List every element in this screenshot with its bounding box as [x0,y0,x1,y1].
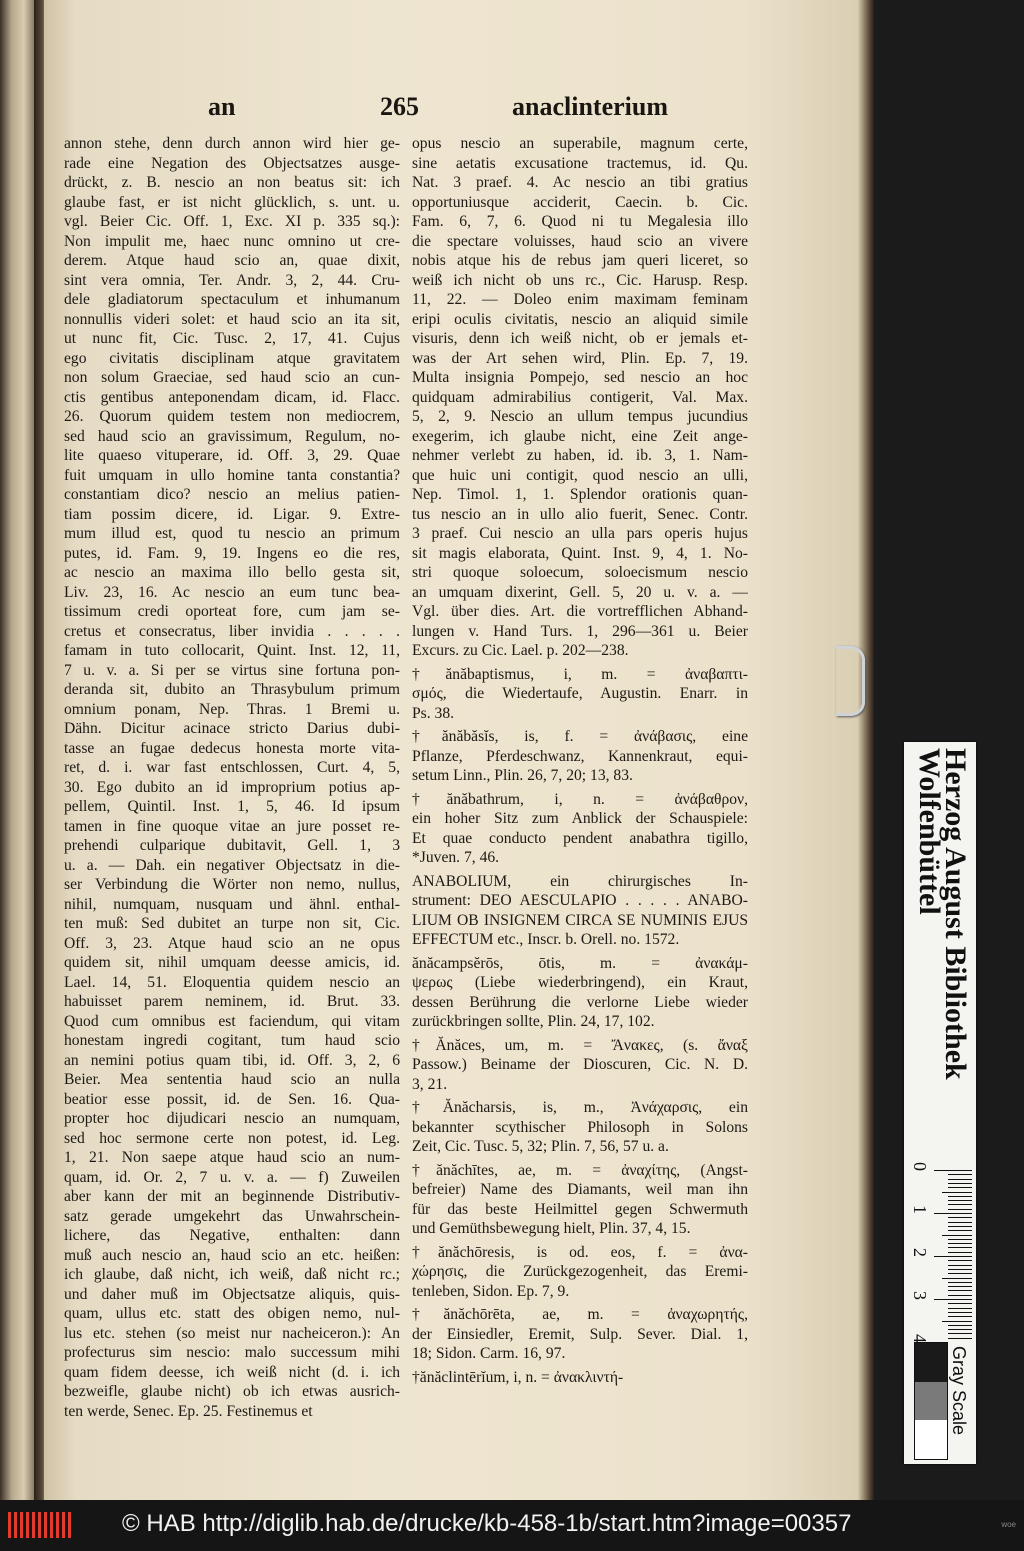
right-page-edge [858,0,874,1500]
text-line: sint vera omnia, Ter. Andr. 3, 2, 44. Cru- [64,271,400,289]
scale-tick [948,1325,972,1326]
text-line: 5, 2, 9. Nescio an ullum tempus jucundius [412,408,748,425]
text-line: tiam possim dicere, id. Ligar. 9. Extre- [64,505,400,523]
text-line: non solum Graeciae, sed haud scio an cun- [64,369,400,386]
library-name-line1: Herzog August Bibliothek [939,748,972,1080]
left-page-edge [0,0,34,1500]
text-line: ret, d. i. war fast entschlossen, Curt. 4, 5, [64,759,400,776]
scale-tick [948,1295,972,1296]
text-line: ANABOLIUM, ein chirurgisches In- [412,872,748,890]
text-line: Non impulit me, haec nunc omnino ut cre- [64,232,400,250]
dictionary-entry [412,1098,748,1157]
text-line: sine aetatis excusatione tractemus, id. Qu. [412,154,748,172]
dictionary-entry [412,1161,748,1239]
text-line: für das beste Heilmittel gegen Schwermuth [412,1200,748,1218]
text-line: tenleben, Sidon. Ep. 7, 9. [412,1282,570,1300]
text-line: omnium ponam, Nep. Thras. 1 Bremi u. [64,700,400,718]
scale-tick [948,1265,972,1266]
page-number: 265 [380,92,419,121]
scale-tick [948,1303,972,1304]
text-line: befreier) Name des Diamants, weil man ihn [412,1181,748,1198]
dictionary-entry [412,1368,748,1388]
text-line: Passow.) Beiname der Dioscuren, Cic. N. D. [412,1056,748,1073]
text-line: lungen v. Hand Turs. 1, 296—361 u. Beier [412,622,748,640]
text-line: 18; Sidon. Carm. 16, 97. [412,1345,566,1362]
text-line: Dähn. Dicitur acinace stricto Darius dubi- [64,720,400,737]
scale-tick [948,1269,972,1270]
dictionary-entry [412,1036,748,1095]
text-line: †Ănăcharsis, is, m., Ἀνάχαρσις, ein [412,1099,748,1116]
text-line: tissimum credi oporteat fore, cum jam se- [64,603,400,620]
copyright-url[interactable]: © HAB http://diglib.hab.de/drucke/kb-458-1b/start.htm?image=00357 [122,1510,852,1537]
text-line: Zeit, Cic. Tusc. 5, 32; Plin. 7, 56, 57 u. a. [412,1138,669,1155]
text-line: ănăcampsĕrōs, ōtis, m. = ἀνακάμ- [412,954,748,972]
text-line: exegerim, ich glaube nicht, eine Zeit ange- [412,427,748,445]
library-name-line2: Wolfenbüttel [913,748,946,915]
text-line: mum illud est, quod tu nescio an primum [64,525,400,542]
text-line: σμός, die Wiedertaufe, Augustin. Enarr. in [412,685,748,702]
text-line: nobis atque his de rebus jam queri liceret, so [412,252,748,269]
text-line: 3, 21. [412,1075,448,1093]
text-line: eripi oculis civitatis, nescio an aliquid simile [412,310,748,328]
text-line: Off. 3, 23. Atque haud scio an ne opus [64,934,400,952]
scale-tick [948,1312,972,1313]
text-line: drückt, z. B. nescio an non beatus sit: ich [64,174,400,191]
scale-tick [948,1217,972,1218]
scale-tick [948,1273,972,1274]
text-line: ich glaube, daß nicht, ich weiß, daß nicht rc.; [64,1266,400,1283]
text-line: Multa insignia Pompejo, sed nescio an hoc [412,369,748,386]
left-column [64,134,400,1421]
text-line: ctis gentibus anteponendam dicam, id. Flacc. [64,388,400,406]
text-line: EFFECTUM etc., Inscr. b. Orell. no. 1572. [412,931,680,948]
scale-tick [942,1278,972,1279]
text-line: sed haud scio an gravissimum, Regulum, no- [64,427,400,445]
dictionary-entry [412,954,748,1032]
text-line: vgl. Beier Cic. Off. 1, Exc. XI p. 335 sq.): [64,213,400,230]
text-line: ψερως (Liebe wiederbringend), ein Kraut, [412,974,748,991]
scale-tick [934,1213,972,1214]
text-line: ut nunc fit, Cic. Tusc. 2, 17, 41. Cujus [64,330,400,347]
text-line: 11, 22. — Doleo enim maximam feminam [412,291,748,308]
scale-tick [948,1282,972,1283]
scale-tick [934,1256,972,1257]
text-line: fuit umquam in ullo homine tanta constantia? [64,466,400,484]
text-line: Ps. 38. [412,704,455,722]
gray-patch [915,1343,947,1382]
text-line: Et quae conducto pendent anabathra tigillo, [412,829,748,847]
scale-tick [948,1316,972,1317]
text-line: Vgl. über dies. Art. die vortrefflichen Abhand- [412,603,748,620]
text-line: nehmer verlebt zu haben, id. ib. 3, 1. Nam- [412,447,748,464]
scale-tick [934,1170,972,1171]
header-left-word: an [208,92,236,121]
text-line: lite quaeso vituperare, id. Off. 3, 29. Quae [64,447,400,464]
scale-tick [948,1226,972,1227]
scale-tick [948,1196,972,1197]
gray-patch [915,1382,947,1421]
scale-number: 4 [910,1334,930,1343]
text-line: bekannter scythischer Philosoph in Solons [412,1118,748,1136]
scale-tick [948,1204,972,1205]
text-line: und daher muß im Objectsatze aliquis, quis- [64,1285,400,1303]
text-line: lichere, das Negative, enthalten: dann [64,1227,400,1244]
text-line: Liv. 23, 16. Ac nescio an eum tunc bea- [64,583,400,601]
page-header [44,92,864,132]
text-line: Nep. Timol. 1, 1. Splendor orationis quan- [412,486,748,503]
scale-tick [948,1183,972,1184]
text-line: u. a. — Dah. ein negativer Objectsatz in die- [64,856,400,874]
text-line: Lael. 14, 51. Eloquentia quidem nescio an [64,973,400,991]
text-line: †ănăclintērĭum, i, n. = ἀνακλιντή- [412,1368,624,1386]
text-line: der Einsiedler, Eremit, Sulp. Sever. Dial. 1, [412,1325,748,1343]
text-line: Beier. Mea sententia haud scio an nulla [64,1071,400,1088]
gray-scale-label: Gray Scale [949,1346,969,1436]
text-line: und Gemüthsbewegung hielt, Plin. 37, 4, 15. [412,1220,691,1237]
dictionary-entry [412,1243,748,1302]
text-line: stri quoque soloecum, soloecismum nescio [412,564,748,581]
text-line: zurückbringen sollte, Plin. 24, 17, 102. [412,1013,655,1030]
text-line: †ănăchōrēta, ae, m. = ἀναχωρητής, [412,1306,748,1323]
scale-tick [948,1260,972,1261]
footer-bar [0,1500,1024,1551]
text-line: Quod cum omnibus est faciendum, qui vitam [64,1012,400,1030]
scale-tick [948,1338,972,1339]
text-line: visuris, denn ich weiß nicht, ob er jemals et- [412,330,748,347]
text-line: †Ănăces, um, m. = Ἄνακες, (s. ἄναξ [412,1036,748,1054]
scale-tick [948,1290,972,1291]
scale-tick [948,1333,972,1334]
text-line: opus nescio an superabile, magnum certe, [412,135,748,152]
hab-logo-icon [8,1512,74,1538]
text-line: 30. Ego dubito an id improprium potius ap- [64,778,400,796]
scale-number: 1 [910,1205,930,1214]
text-line: weiß ich nicht ob uns rc., Cic. Harusp. Resp. [412,271,748,289]
text-line: †ănăchōresis, is od. eos, f. = ἀνα- [412,1243,748,1261]
scale-tick [948,1286,972,1287]
text-line: tus nescio an in ullo alio fuerit, Senec. Contr. [412,505,748,523]
dictionary-entry [412,872,748,950]
text-line: famam in tuto collocarit, Quint. Inst. 12, 11, [64,642,400,659]
scale-tick [948,1174,972,1175]
text-line: *Juven. 7, 46. [412,849,500,866]
footer-small-text: woe [1001,1520,1016,1529]
text-line: ego civitatis disciplinam atque gravitatem [64,349,400,367]
scale-tick [948,1230,972,1231]
text-line: nihil, numquam, nusquam und ähnl. enthal- [64,895,400,913]
text-line: 1, 21. Non saepe atque haud scio an num- [64,1149,400,1166]
scale-number: 0 [910,1162,930,1171]
text-line: bezweifle, glaube nicht) ob ich etwas ausrich- [64,1383,400,1400]
text-line: sit magis elaborata, Quint. Inst. 9, 4, 1. No- [412,544,748,562]
text-line: LIUM OB INSIGNEM CIRCA SE NUMINIS EJUS [412,911,748,929]
text-line: muß auch nescio an, haud scio an etc. heißen: [64,1246,400,1264]
text-line: 26. Quorum quidem testem non mediocrem, [64,408,400,425]
cm-scale [904,1162,976,1362]
text-line: annon stehe, denn durch annon wird hier ge- [64,135,400,152]
text-line: dele gladiatorum spectaculum et inhumanum [64,291,400,308]
scale-tick [948,1222,972,1223]
dictionary-entry [412,790,748,868]
text-line: †ănăbaptismus, i, m. = ἀναβαπτι- [412,665,748,683]
text-line: †ănăbăsĭs, is, f. = ἀνάβασις, eine [412,728,748,745]
text-line: nonnullis videri solet: et haud scio an ita sit, [64,310,400,328]
text-line: quam fidem deesse, ich weiß nicht (d. i. ich [64,1363,400,1381]
text-line: rade eine Negation des Objectsatzes ausge- [64,154,400,172]
text-line: tamen in fine quoque vitae an jure posset re- [64,817,400,835]
text-line: an nemini potius quam tibi, id. Off. 3, 2, 6 [64,1051,400,1069]
dictionary-entry [412,727,748,786]
text-line: constantiam dico? nescio an melius patien- [64,486,400,503]
scale-tick [942,1235,972,1236]
text-line: lus etc. stehen (so meist nur nacheiceron.): An [64,1324,400,1342]
scale-tick [948,1308,972,1309]
library-name [913,748,972,1158]
scale-tick [948,1179,972,1180]
text-line: opportuniusque acciderit, Caecin. b. Cic. [412,193,748,211]
scale-tick [948,1243,972,1244]
text-line: derem. Atque haud scio an, quae dixit, [64,252,400,269]
text-line: putes, id. Fam. 9, 19. Ingens eo die res, [64,544,400,562]
text-line: deranda sit, dubito an Thrasybulum primum [64,681,400,698]
scale-tick [942,1321,972,1322]
scale-tick [948,1329,972,1330]
text-line: χώρησις, die Zurückgezogenheit, das Eremi- [412,1263,748,1280]
scale-tick [948,1247,972,1248]
text-line: que huic uni contigit, quod nescio an ulli, [412,466,748,484]
text-line: habuisset parem neminem, id. Brut. 33. [64,993,400,1010]
entry-continuation [412,134,748,661]
text-line: ac nescio an maxima illo bello gesta sit, [64,564,400,581]
text-line: Excurs. zu Cic. Lael. p. 202—238. [412,642,629,659]
text-line: †ănăbathrum, i, n. = ἀνάβαθρον, [412,790,748,808]
text-line: prehendi culparique dubitavit, Gell. 1, 3 [64,837,400,854]
dictionary-page [44,0,864,1500]
scale-tick [948,1209,972,1210]
text-line: Nat. 3 praef. 4. Ac nescio an tibi gratius [412,174,748,191]
text-line: honestam ingredi cogitant, tum haud scio [64,1032,400,1049]
text-line: quam, id. Or. 2, 7 u. v. a. — f) Zuweilen [64,1168,400,1186]
scale-tick [948,1239,972,1240]
text-line: dessen Berührung die verlorne Liebe wieder [412,993,748,1011]
scale-number: 2 [910,1248,930,1257]
text-line: ten werde, Senec. Ep. 25. Festinemus et [64,1402,313,1420]
scale-tick [948,1252,972,1253]
text-line: setum Linn., Plin. 26, 7, 20; 13, 83. [412,767,633,784]
scale-tick [948,1200,972,1201]
text-line: die spectare voluisses, haud scio an vivere [412,232,748,250]
text-line: satz gerade umgekehrt das Unwahrschein- [64,1207,400,1225]
text-line: sed hoc sermone certe non potest, id. Leg. [64,1129,400,1147]
scale-tick [948,1187,972,1188]
text-line: Pflanze, Pferdeschwanz, Kannenkraut, equi- [412,747,748,765]
text-line: tasse an fugae dedecus honesta morte vita- [64,739,400,757]
paper-clip [836,646,865,716]
text-line: 3 praef. Cui nescio an ulla pars operis hujus [412,525,748,542]
text-line: ten muß: Sed dubitet an turpe non sit, Cic. [64,915,400,932]
right-column [412,134,748,1387]
color-reference-card [904,742,976,1464]
gray-patch [915,1420,947,1459]
text-line: was der Art sehen wird, Plin. Ep. 7, 19. [412,349,748,367]
text-line: aber kann der mit an beginnende Distributiv- [64,1188,400,1205]
dictionary-entry [412,1305,748,1364]
text-line: an umquam dixerint, Gell. 5, 20 u. v. a. — [412,583,748,601]
dictionary-entry [412,665,748,724]
scale-tick [934,1299,972,1300]
scale-number: 3 [910,1291,930,1300]
text-line: pellem, Quintil. Inst. 1, 5, 46. Id ipsum [64,798,400,815]
text-line: propter hoc dijudicari nescio an numquam, [64,1110,400,1127]
text-line: ser Verbindung die Wörter non nemo, nullus, [64,876,400,893]
scale-tick [942,1192,972,1193]
text-line: quidquam admirabilius contigerit, Val. Max. [412,388,748,406]
text-line: 7 u. v. a. Si per se virtus sine fortuna pon- [64,661,400,679]
header-right-word: anaclinterium [512,92,668,121]
text-line: quam, ullus etc. statt des obigen nemo, nul- [64,1305,400,1322]
text-line: quidem sit, nihil umquam deesse amicis, id. [64,954,400,971]
text-line: beatior esse possit, id. de Sen. 16. Qua- [64,1090,400,1108]
text-line: Fam. 6, 7, 6. Quod ni tu Megalesia illo [412,213,748,230]
text-line: ein hoher Sitz zum Anblick der Schauspiele: [412,810,748,827]
text-line: strument: DEO AESCULAPIO . . . . . ANABO- [412,892,748,909]
text-line: glaube fast, er ist nicht glücklich, s. unt. u. [64,193,400,211]
text-line: cretus et consecratus, liber invidia . . . . . [64,622,400,640]
text-line: profecturus sim nescio: malo successum mihi [64,1344,400,1361]
text-line: †ănăchītes, ae, m. = ἀναχίτης, (Angst- [412,1161,748,1179]
gray-scale-patches [914,1342,948,1460]
